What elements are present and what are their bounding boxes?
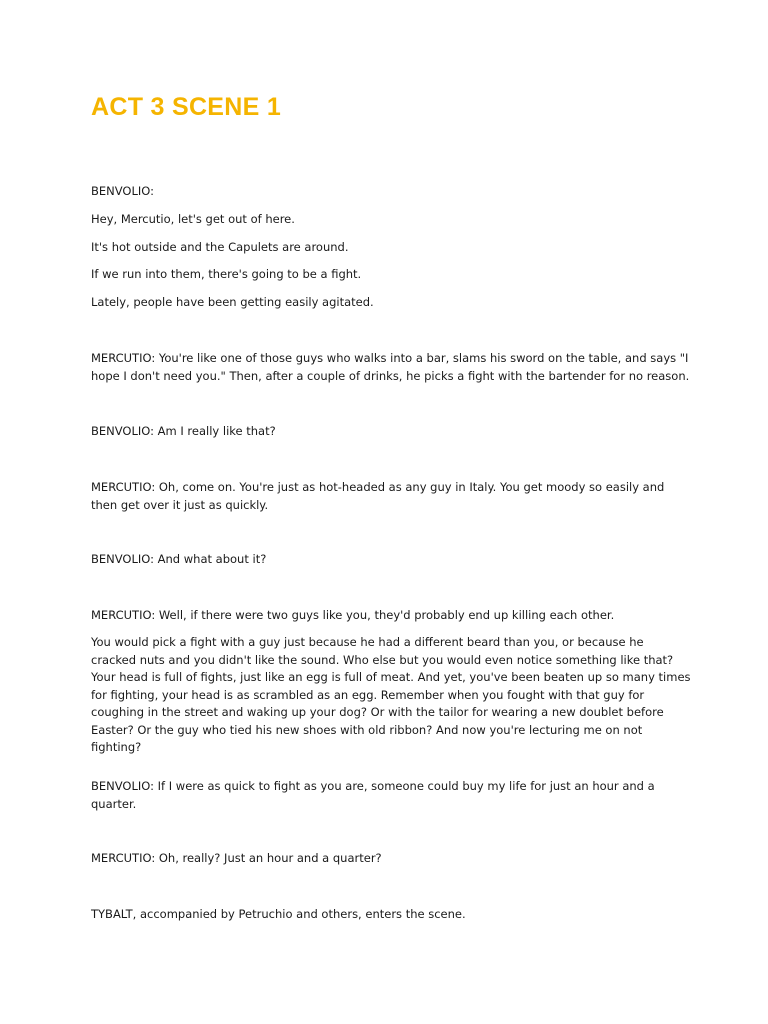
dialogue-paragraph: MERCUTIO: Oh, really? Just an hour and a quarter? (91, 851, 382, 865)
dialogue-paragraph: MERCUTIO: You're like one of those guys who walks into a bar, slams his sword on the table, and says "I hope I don't need you." Then, after a couple of drinks, he picks a fight with the bartender for no reason. (91, 351, 690, 383)
dialogue-line: It's hot outside and the Capulets are around. (91, 240, 349, 254)
stage-direction: TYBALT, accompanied by Petruchio and others, enters the scene. (91, 907, 466, 921)
dialogue-paragraph: BENVOLIO: Am I really like that? (91, 424, 276, 438)
dialogue-paragraph: MERCUTIO: Well, if there were two guys like you, they'd probably end up killing each other. (91, 608, 615, 622)
dialogue-line: Hey, Mercutio, let's get out of here. (91, 212, 295, 226)
dialogue-paragraph: You would pick a fight with a guy just because he had a different beard than you, or because he cracked nuts and you didn't like the sound. Who else but you would even notice something like that? Your head is full of fights, just like an egg is full of meat. And yet, you've been beaten up so many times for fighting, your head is as scrambled as an egg. Remember when you fought with that guy for coughing in the street and waking up your dog? Or with the tailor for wearing a new doublet before Easter? Or the guy who tied his new shoes with old ribbon? And now you're lecturing me on not fighting? (91, 635, 691, 754)
dialogue-paragraph: MERCUTIO: Oh, come on. You're just as hot-headed as any guy in Italy. You get moody so easily and then get over it just as quickly. (91, 480, 665, 512)
page-title: ACT 3 SCENE 1 (91, 93, 282, 121)
speaker-line: BENVOLIO: (91, 184, 154, 198)
dialogue-paragraph: BENVOLIO: If I were as quick to fight as you are, someone could buy my life for just an hour and a quarter. (91, 779, 655, 811)
dialogue-line: If we run into them, there's going to be a fight. (91, 267, 362, 281)
dialogue-line: Lately, people have been getting easily agitated. (91, 295, 374, 309)
dialogue-paragraph: BENVOLIO: And what about it? (91, 552, 267, 566)
